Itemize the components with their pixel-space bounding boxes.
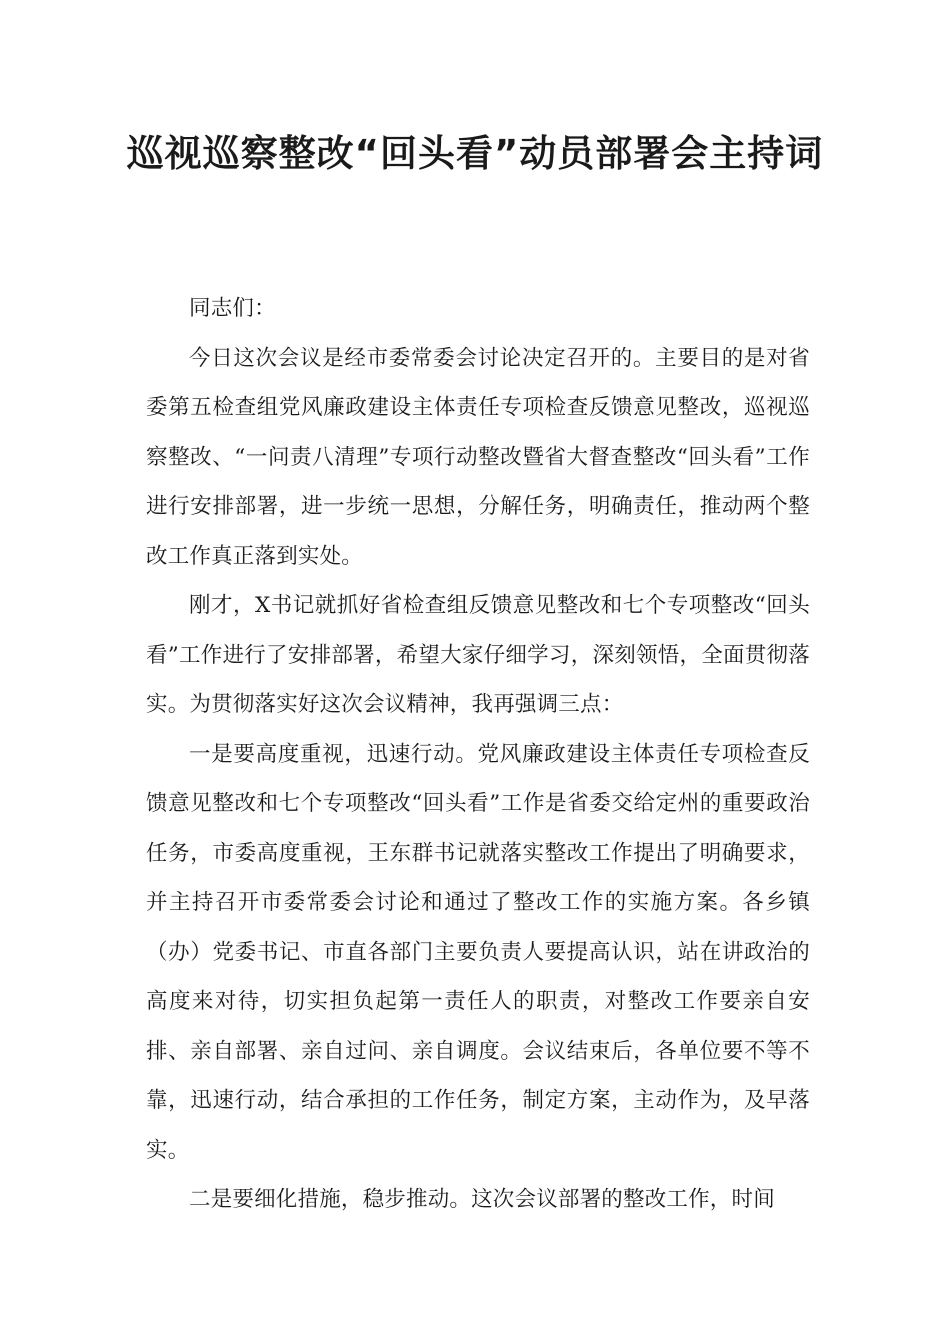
paragraph-review: 刚才，X书记就抓好省检查组反馈意见整改和七个专项整改“回头看”工作进行了安排部署，希望大家仔细学习，深刻领悟，全面贯彻落实。为贯彻落实好这次会议精神，我再强调三点：: [146, 593, 810, 717]
document-title: 巡视巡察整改“回头看”动员部署会主持词: [126, 132, 824, 175]
salutation: 同志们：: [189, 296, 276, 321]
document-body: [146, 284, 810, 1225]
paragraph-point-one: 一是要高度重视，迅速行动。党风廉政建设主体责任专项检查反馈意见整改和七个专项整改“回头看”工作是省委交给定州的重要政治任务，市委高度重视，王东群书记就落实整改工作提出了明确要求，并主持召开市委常委会讨论和通过了整改工作的实施方案。各乡镇（办）党委书记、市直各部门主要负责人要提高认识，站在讲政治的高度来对待，切实担负起第一责任人的职责，对整改工作要亲自安排、亲自部署、亲自过问、亲自调度。会议结束后，各单位要不等不靠，迅速行动，结合承担的工作任务，制定方案，主动作为，及早落实。: [146, 741, 810, 1163]
paragraph-intro: 今日这次会议是经市委常委会讨论决定召开的。主要目的是对省委第五检查组党风廉政建设主体责任专项检查反馈意见整改，巡视巡察整改、“一问责八清理”专项行动整改暨省大督查整改“回头看”工作进行安排部署，进一步统一思想，分解任务，明确责任，推动两个整改工作真正落到实处。: [146, 345, 810, 569]
paragraph-point-two: 二是要细化措施，稳步推动。这次会议部署的整改工作，时间: [189, 1187, 775, 1212]
